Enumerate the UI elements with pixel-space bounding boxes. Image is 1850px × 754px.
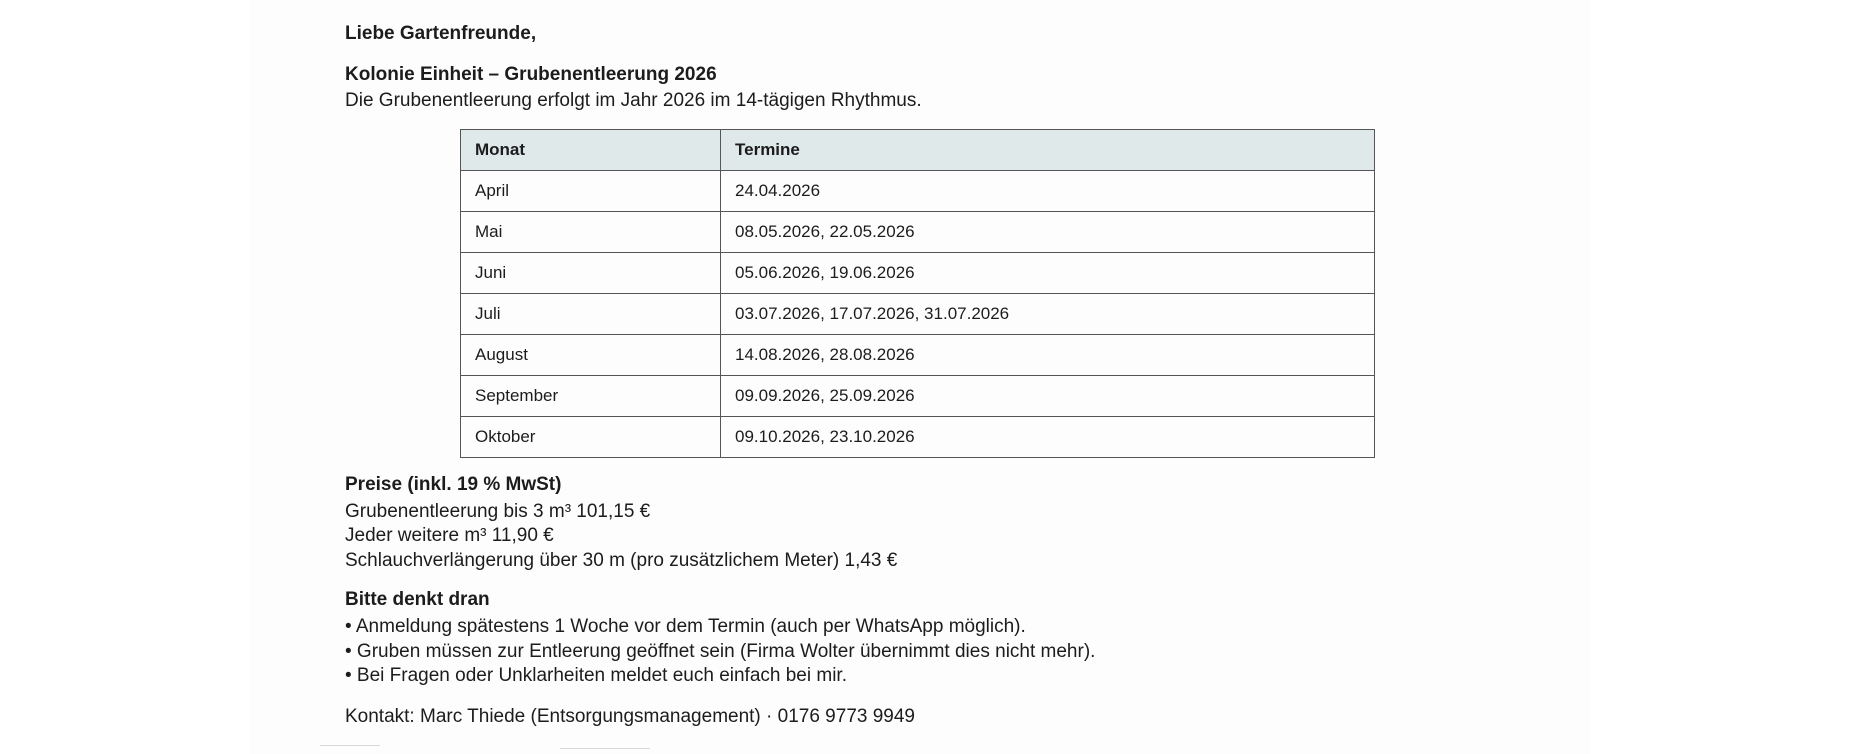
month-cell: September [461, 376, 721, 417]
letter-heading: Kolonie Einheit – Grubenentleerung 2026 [345, 64, 717, 85]
table-row [461, 335, 1375, 376]
intro-text: Die Grubenentleerung erfolgt im Jahr 2026 im 14-tägigen Rhythmus. [345, 90, 922, 111]
table-header-row [461, 130, 1375, 171]
month-cell: Oktober [461, 417, 721, 458]
reminders-heading: Bitte denkt dran [345, 589, 490, 610]
reminder-item: • Anmeldung spätestens 1 Woche vor dem Termin (auch per WhatsApp möglich). [345, 616, 1026, 637]
month-cell: April [461, 171, 721, 212]
dates-cell: 09.10.2026, 23.10.2026 [721, 417, 1375, 458]
month-cell: Juni [461, 253, 721, 294]
prices-heading: Preise (inkl. 19 % MwSt) [345, 474, 562, 495]
price-line: Schlauchverlängerung über 30 m (pro zusätzlichem Meter) 1,43 € [345, 550, 898, 571]
month-cell: August [461, 335, 721, 376]
reminder-item: • Gruben müssen zur Entleerung geöffnet sein (Firma Wolter übernimmt dies nicht mehr). [345, 641, 1096, 662]
price-line: Jeder weitere m³ 11,90 € [345, 525, 554, 546]
month-cell: Juli [461, 294, 721, 335]
column-header-month: Monat [461, 130, 721, 171]
table-row [461, 253, 1375, 294]
contact-line: Kontakt: Marc Thiede (Entsorgungsmanagement) · 0176 9773 9949 [345, 706, 915, 727]
dates-cell: 14.08.2026, 28.08.2026 [721, 335, 1375, 376]
scan-artifact [320, 745, 380, 746]
dates-cell: 05.06.2026, 19.06.2026 [721, 253, 1375, 294]
table-row [461, 171, 1375, 212]
table-row [461, 417, 1375, 458]
greeting: Liebe Gartenfreunde, [345, 23, 537, 44]
price-line: Grubenentleerung bis 3 m³ 101,15 € [345, 501, 651, 522]
dates-cell: 08.05.2026, 22.05.2026 [721, 212, 1375, 253]
reminder-item: • Bei Fragen oder Unklarheiten meldet euch einfach bei mir. [345, 665, 847, 686]
dates-cell: 03.07.2026, 17.07.2026, 31.07.2026 [721, 294, 1375, 335]
month-cell: Mai [461, 212, 721, 253]
table-row [461, 212, 1375, 253]
scan-artifact [560, 748, 650, 749]
schedule-table [460, 129, 1375, 458]
table-row [461, 294, 1375, 335]
table-row [461, 376, 1375, 417]
dates-cell: 09.09.2026, 25.09.2026 [721, 376, 1375, 417]
column-header-dates: Termine [721, 130, 1375, 171]
dates-cell: 24.04.2026 [721, 171, 1375, 212]
